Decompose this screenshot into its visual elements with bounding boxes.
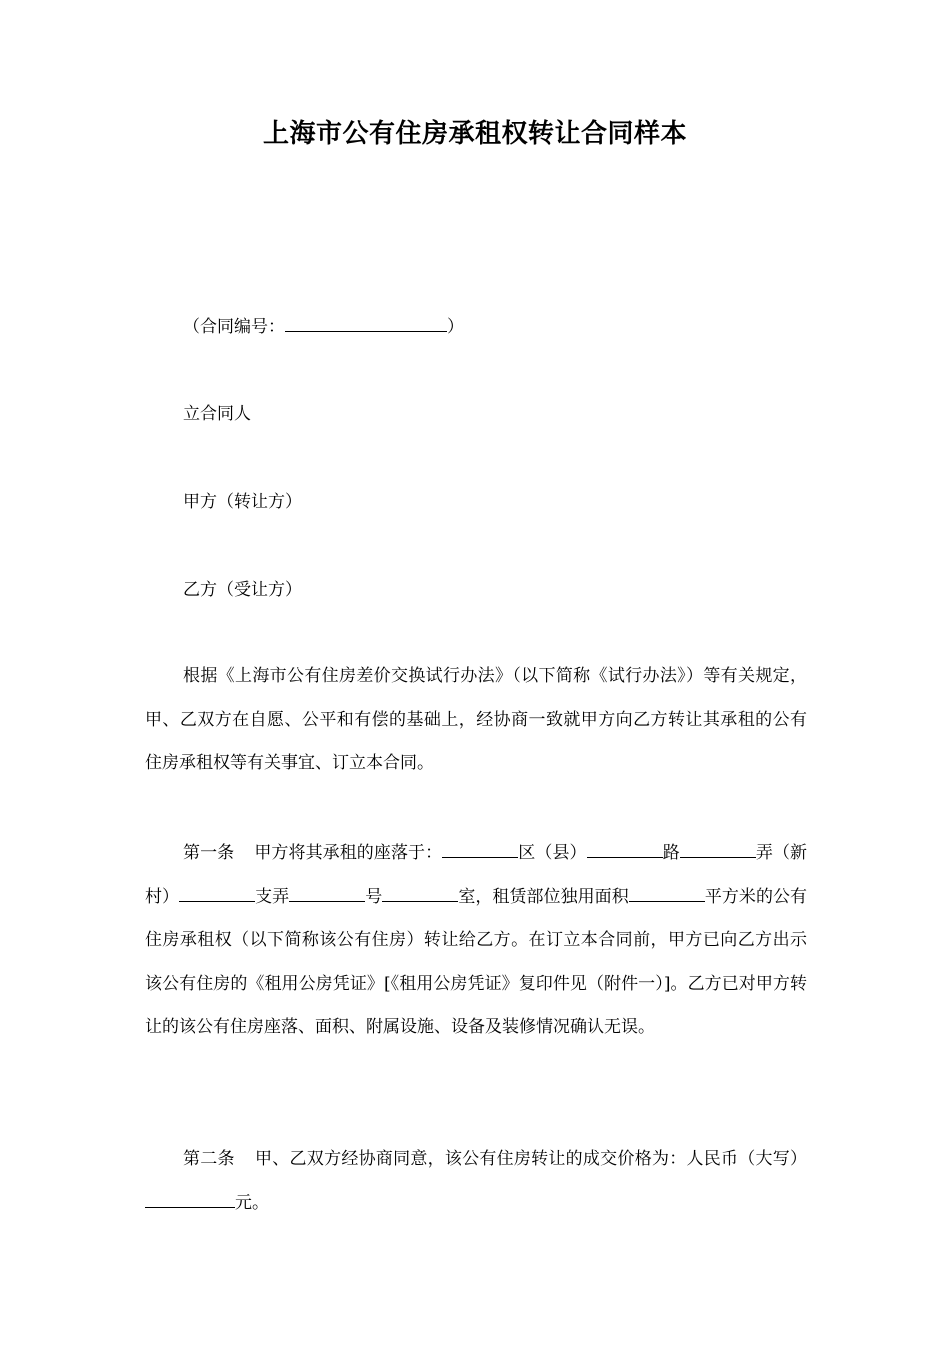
article-1-heading: 第一条 bbox=[183, 843, 235, 863]
contract-number-suffix: ） bbox=[447, 317, 464, 337]
article-1-text-7: 室，租赁部位独用面积 bbox=[458, 886, 629, 907]
road-blank bbox=[587, 839, 663, 858]
article-2-heading: 第二条 bbox=[183, 1149, 235, 1169]
contract-number-prefix: （合同编号： bbox=[183, 317, 285, 337]
number-blank bbox=[289, 883, 365, 902]
article-1-text-5: 支弄 bbox=[255, 886, 290, 907]
price-blank bbox=[145, 1189, 235, 1208]
party-b-label: 乙方（受让方） bbox=[183, 580, 302, 600]
lane-blank bbox=[680, 839, 756, 858]
document-title: 上海市公有住房承租权转让合同样本 bbox=[262, 119, 687, 149]
article-2-text-1: 甲、乙双方经协商同意，该公有住房转让的成交价格为：人民币（大写） bbox=[254, 1149, 808, 1169]
article-1-text-4: 弄（新村） bbox=[145, 843, 808, 907]
article-1-text-8: 平方米的公有住房承租权（以下简称该公有住房）转让给乙方。在订立本合同前，甲方已向乙方出示该公有住房的《租用公房凭证》[《租用公房凭证》复印件见（附件一）]。乙方已对甲方转让的该公有住房座落、面积、附属设施、设备及装修情况确认无误。 bbox=[145, 886, 808, 1037]
party-a-label: 甲方（转让方） bbox=[183, 492, 302, 512]
area-blank bbox=[629, 883, 705, 902]
article-1-text-1: 甲方将其承租的座落于： bbox=[254, 843, 443, 863]
article-2-text-2: 元。 bbox=[235, 1192, 269, 1213]
room-blank bbox=[382, 883, 458, 902]
contract-number-blank bbox=[285, 313, 447, 332]
parties-heading: 立合同人 bbox=[183, 404, 251, 424]
contract-number-line bbox=[183, 313, 464, 340]
article-2-paragraph bbox=[145, 1138, 807, 1225]
article-1-paragraph bbox=[145, 832, 807, 1050]
preamble-paragraph: 根据《上海市公有住房差价交换试行办法》（以下简称《试行办法》）等有关规定，甲、乙双方在自愿、公平和有偿的基础上，经协商一致就甲方向乙方转让其承租的公有住房承租权等有关事宜、订立本合同。 bbox=[145, 666, 807, 773]
article-1-text-2: 区（县） bbox=[518, 843, 587, 863]
sub-lane-blank bbox=[179, 883, 255, 902]
article-1-text-6: 号 bbox=[365, 886, 383, 907]
article-1-text-3: 路 bbox=[662, 843, 680, 863]
district-blank bbox=[442, 839, 518, 858]
